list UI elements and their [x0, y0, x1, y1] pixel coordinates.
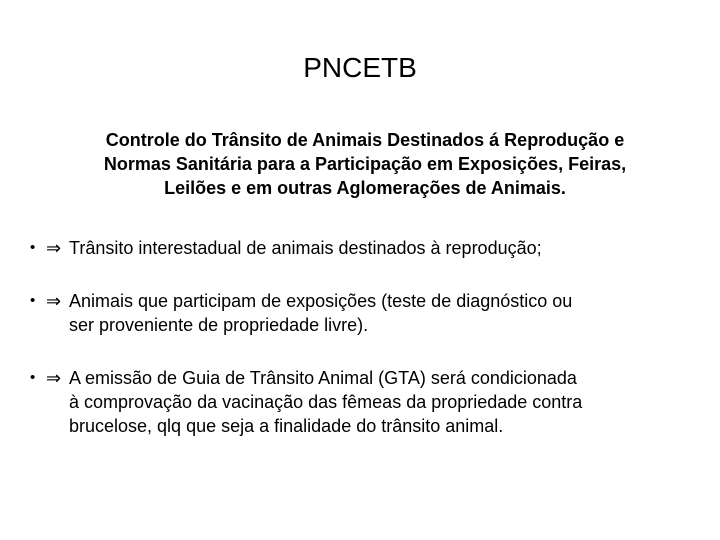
bullet-item	[30, 289, 690, 337]
bullet-line: brucelose, qlq que seja a finalidade do trânsito animal.	[69, 416, 504, 436]
bullet-line	[46, 289, 690, 313]
slide-subtitle	[50, 128, 680, 200]
subtitle-line: Controle do Trânsito de Animais Destinados á Reprodução e	[105, 130, 625, 150]
bullet-text: Trânsito interestadual de animais destinados à reprodução;	[69, 238, 542, 258]
slide-title: PNCETB	[303, 52, 417, 83]
implies-arrow-icon: ⇒	[46, 238, 62, 258]
bullet-line: ser proveniente de propriedade livre).	[69, 315, 369, 335]
bullet-dot-icon: •	[30, 369, 36, 386]
implies-arrow-icon: ⇒	[46, 291, 62, 311]
bullet-dot-icon: •	[30, 239, 36, 256]
bullet-text: A emissão de Guia de Trânsito Animal (GTA) será condicionada	[69, 368, 577, 388]
bullet-text: Animais que participam de exposições (teste de diagnóstico ou	[69, 291, 573, 311]
bullet-line	[46, 236, 690, 260]
bullet-line	[46, 366, 690, 390]
bullet-line: à comprovação da vacinação das fêmeas da propriedade contra	[69, 392, 583, 412]
subtitle-line: Normas Sanitária para a Participação em Exposições, Feiras,	[103, 154, 627, 174]
subtitle-line: Leilões e em outras Aglomerações de Animais.	[164, 178, 566, 198]
bullet-dot-icon: •	[30, 292, 36, 309]
bullet-item	[30, 236, 690, 260]
bullet-item	[30, 366, 690, 438]
implies-arrow-icon: ⇒	[46, 368, 62, 388]
bullet-list	[30, 236, 690, 467]
